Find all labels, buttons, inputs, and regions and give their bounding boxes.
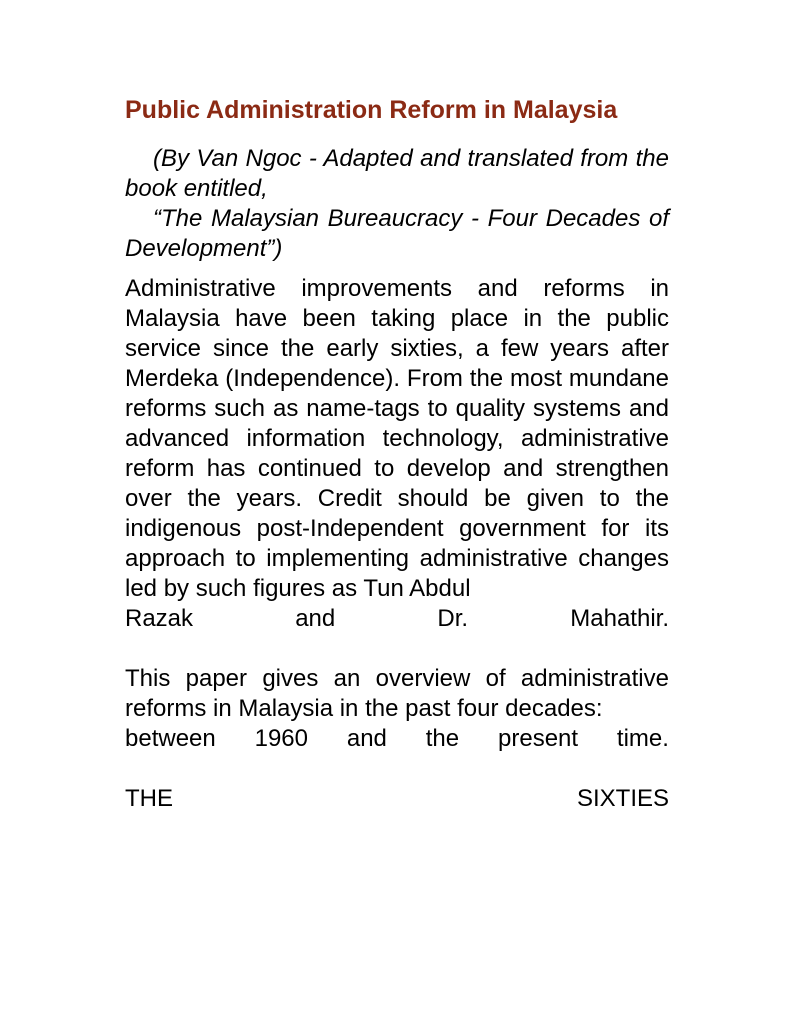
section-heading-word: THE [125, 785, 173, 812]
paragraph-2: This paper gives an overview of administrative reforms in Malaysia in the past four decades: [125, 665, 669, 722]
byline-line-2: “The Malaysian Bureaucracy - Four Decades of Development”) [125, 205, 669, 262]
word: and [295, 605, 336, 632]
byline-line-1: (By Van Ngoc - Adapted and translated from the book entitled, [125, 145, 669, 202]
word: time. [616, 725, 669, 752]
paragraph-2-last-line [125, 724, 669, 754]
document-title: Public Administration Reform in Malaysia [125, 96, 618, 124]
word: 1960 [254, 725, 308, 752]
document-page [125, 94, 669, 814]
paragraph-1-last-line [125, 604, 669, 634]
byline [125, 144, 669, 264]
word: the [425, 725, 460, 752]
paragraph-1: Administrative improvements and reforms in Malaysia have been taking place in the public service since the early sixties, a few years after Merdeka (Independence). From the most mundane reforms such as name-tags to quality systems and advanced information technology, administrative reform has continued to develop and strengthen over the years. Credit should be given to the indigenous post-Independent government for its approach to implementing administrative changes led by such figures as Tun Abdul [125, 275, 669, 602]
section-heading [125, 784, 669, 814]
section-heading-word: SIXTIES [576, 785, 669, 812]
word: present [498, 725, 579, 752]
word: and [346, 725, 387, 752]
word: Razak [125, 605, 194, 632]
word: Dr. [437, 605, 469, 632]
word: between [125, 725, 216, 752]
word: Mahathir. [570, 605, 669, 632]
